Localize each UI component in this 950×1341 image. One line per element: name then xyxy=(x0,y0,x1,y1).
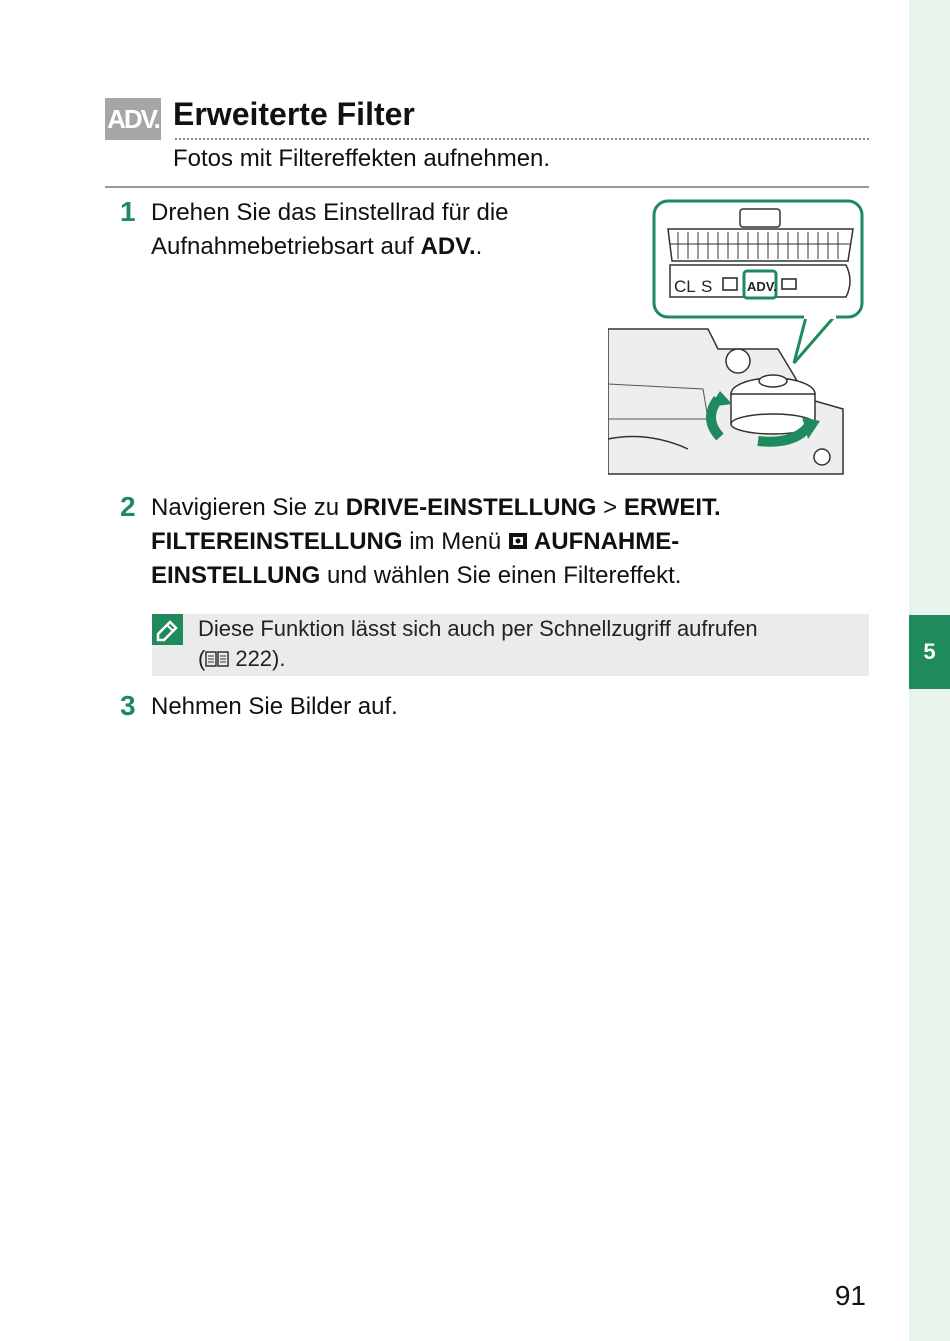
camera-small-dial xyxy=(726,349,750,373)
note-page-reference[interactable]: 222 xyxy=(235,646,273,671)
section-divider xyxy=(105,186,869,188)
step-2-number: 2 xyxy=(120,491,136,522)
note-line-1: Diese Funktion lässt sich auch per Schnellzugriff aufrufen xyxy=(198,616,758,641)
step-1-line-2-prefix: Aufnahmebetriebsart auf xyxy=(151,233,421,260)
step-2-text-b: im Menü xyxy=(402,528,508,555)
book-reference-icon xyxy=(205,646,229,664)
menu-term-filter: FILTEREINSTELLUNG xyxy=(151,528,403,555)
menu-term-erweit: ERWEIT. xyxy=(623,494,721,521)
step-2-line-2 xyxy=(151,525,891,559)
dial-label-cl: CL xyxy=(674,277,696,296)
page-subtitle: Fotos mit Filtereffekten aufnehmen. xyxy=(173,145,551,172)
dial-top-knob xyxy=(740,209,780,227)
step-2-text-a: Navigieren Sie zu xyxy=(151,494,346,521)
dial-label-adv: ADV. xyxy=(747,279,777,294)
chapter-tab[interactable] xyxy=(909,615,950,689)
callout-pointer xyxy=(794,317,834,363)
step-3-text: Nehmen Sie Bilder auf. xyxy=(151,693,398,720)
note-text xyxy=(198,614,758,674)
mode-dial-illustration xyxy=(608,199,866,477)
dial-label-s: S xyxy=(701,277,713,296)
note-line-2 xyxy=(198,644,758,674)
page-title: Erweiterte Filter xyxy=(173,96,415,132)
mode-dial-button xyxy=(759,375,787,387)
dial-knurl xyxy=(668,229,853,261)
note-box xyxy=(152,614,869,676)
step-1-text xyxy=(151,196,509,264)
step-2-text xyxy=(151,491,891,593)
step-2-line-1 xyxy=(151,491,891,525)
menu-term-einstellung: EINSTELLUNG xyxy=(151,562,321,589)
note-paren-open: ( xyxy=(198,646,206,671)
step-1-line-2-suffix: . xyxy=(475,233,483,260)
chapter-tab-label: 5 xyxy=(923,639,936,664)
step-2-line-3 xyxy=(151,559,891,593)
note-paren-close: ). xyxy=(272,646,286,671)
step-2-separator: > xyxy=(596,494,624,521)
menu-term-drive: DRIVE-EINSTELLUNG xyxy=(345,494,597,521)
camera-menu-icon xyxy=(508,527,528,547)
strap-lug xyxy=(814,449,830,465)
step-2-text-c: und wählen Sie einen Filtereffekt. xyxy=(320,562,682,589)
title-dotted-divider xyxy=(175,138,869,140)
step-1-line-1: Drehen Sie das Einstellrad für die xyxy=(151,199,509,226)
note-pencil-icon xyxy=(152,614,183,645)
adv-badge: ADV. xyxy=(105,98,161,140)
step-1-line-2 xyxy=(151,230,509,264)
step-3-number: 3 xyxy=(120,690,136,721)
step-1-number: 1 xyxy=(120,196,136,227)
step-1-adv-term: ADV. xyxy=(420,233,476,260)
page-number: 91 xyxy=(834,1280,866,1311)
menu-term-aufnahme: AUFNAHME- xyxy=(533,528,680,555)
callout-pointer-joint xyxy=(804,311,836,319)
